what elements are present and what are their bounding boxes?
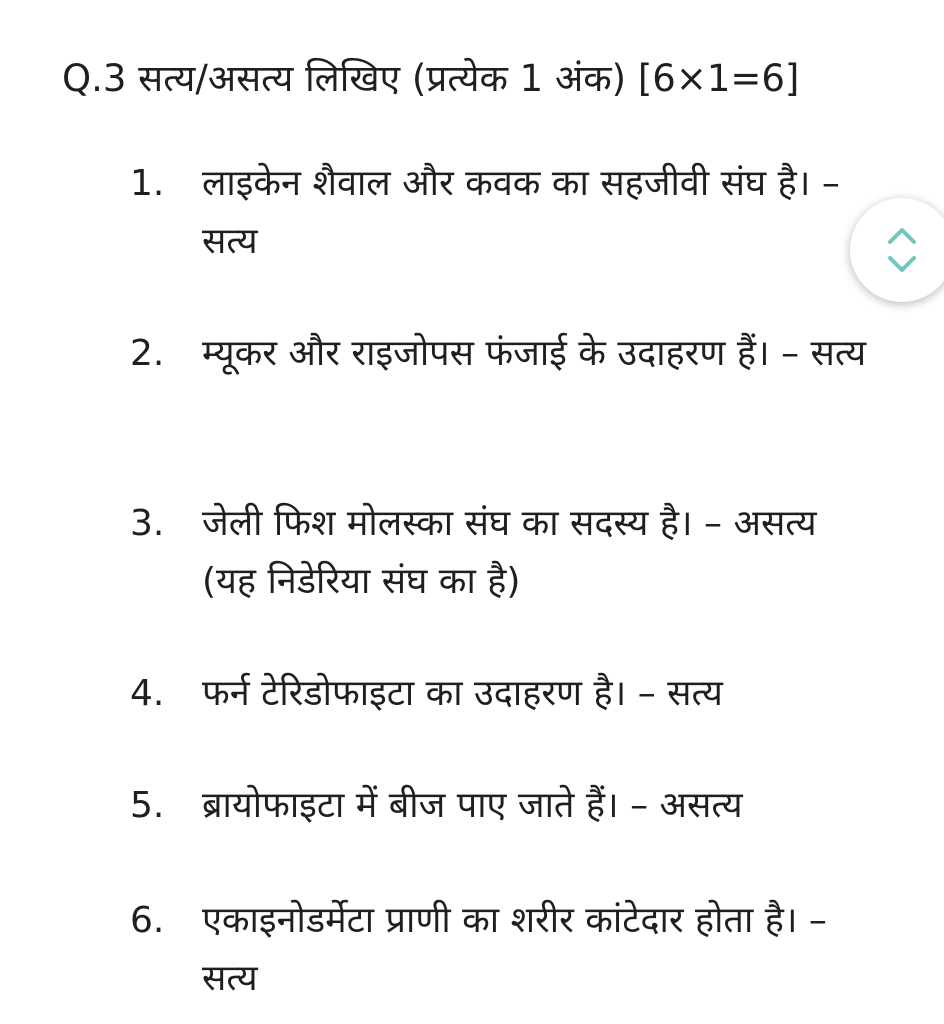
item-number: 5. bbox=[130, 785, 165, 826]
scroll-navigation-widget[interactable] bbox=[850, 198, 944, 302]
item-number: 4. bbox=[130, 673, 165, 714]
chevron-down-icon[interactable] bbox=[886, 254, 918, 274]
item-text: म्यूकर और राइजोपस फंजाई के उदाहरण हैं। – सत्य bbox=[202, 333, 867, 374]
item-text: लाइकेन शैवाल और कवक का सहजीवी संघ है। – सत्य bbox=[202, 163, 840, 262]
item-number: 3. bbox=[130, 503, 165, 544]
chevron-up-icon[interactable] bbox=[886, 226, 918, 246]
question-heading: Q.3 सत्य/असत्य लिखिए (प्रत्येक 1 अंक) [6×1=6] bbox=[62, 57, 800, 100]
item-number: 6. bbox=[130, 900, 165, 941]
item-text: ब्रायोफाइटा में बीज पाए जाते हैं। – असत्य bbox=[202, 785, 743, 826]
item-text: जेली फिश मोलस्का संघ का सदस्य है। – असत्य (यह निडेरिया संघ का है) bbox=[202, 503, 817, 602]
item-text: फर्न टेरिडोफाइटा का उदाहरण है। – सत्य bbox=[202, 673, 723, 714]
item-text: एकाइनोडर्मेटा प्राणी का शरीर कांटेदार होता है। – सत्य bbox=[202, 900, 827, 999]
item-number: 2. bbox=[130, 333, 165, 374]
item-number: 1. bbox=[130, 163, 165, 204]
